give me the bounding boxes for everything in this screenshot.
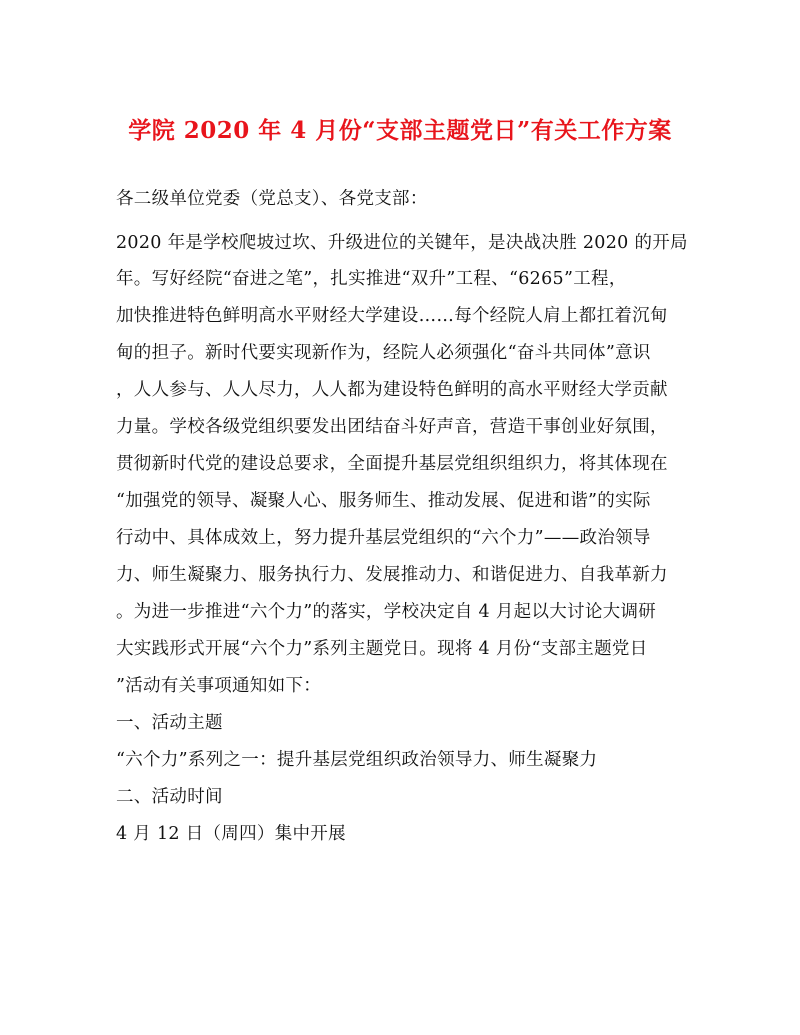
body-line: 年。写好经院“奋进之笔”，扎实推进“双升”工程、“6265”工程， — [116, 269, 627, 289]
body-line: 加快推进特色鲜明高水平财经大学建设……每个经院人肩上都扛着沉甸 — [116, 306, 668, 326]
body-line: 2020 年是学校爬坡过坎、升级进位的关键年，是决战决胜 2020 的开局 — [116, 233, 688, 253]
body-line: 贯彻新时代党的建设总要求，全面提升基层党组织组织力，将其体现在 — [116, 454, 668, 474]
body-line: 甸的担子。新时代要实现新作为，经院人必须强化“奋斗共同体”意识 — [116, 343, 651, 363]
body-line: ”活动有关事项通知如下： — [116, 676, 322, 696]
body-line: 力量。学校各级党组织要发出团结奋斗好声音，营造干事创业好氛围， — [116, 417, 668, 437]
body-line: 。为进一步推进“六个力”的落实，学校决定自 4 月起以大讨论大调研 — [116, 602, 657, 622]
salutation-line: 各二级单位党委（党总支）、各党支部： — [116, 189, 428, 209]
body-line: 大实践形式开展“六个力”系列主题党日。现将 4 月份“支部主题党日 — [116, 639, 648, 659]
document-title: 学院 2020 年 4 月份“支部主题党日”有关工作方案 — [128, 117, 672, 144]
section-content: 4 月 12 日（周四）集中开展 — [116, 824, 346, 844]
section-content: “六个力”系列之一：提升基层党组织政治领导力、师生凝聚力 — [116, 750, 598, 770]
body-line: ，人人参与、人人尽力，人人都为建设特色鲜明的高水平财经大学贡献 — [116, 380, 668, 400]
section-heading: 二、活动时间 — [116, 787, 223, 807]
body-line: “加强党的领导、凝聚人心、服务师生、推动发展、促进和谐”的实际 — [116, 491, 651, 511]
section-heading: 一、活动主题 — [116, 713, 223, 733]
body-line: 行动中、具体成效上，努力提升基层党组织的“六个力”——政治领导 — [116, 528, 651, 548]
body-line: 力、师生凝聚力、服务执行力、发展推动力、和谐促进力、自我革新力 — [116, 565, 668, 585]
